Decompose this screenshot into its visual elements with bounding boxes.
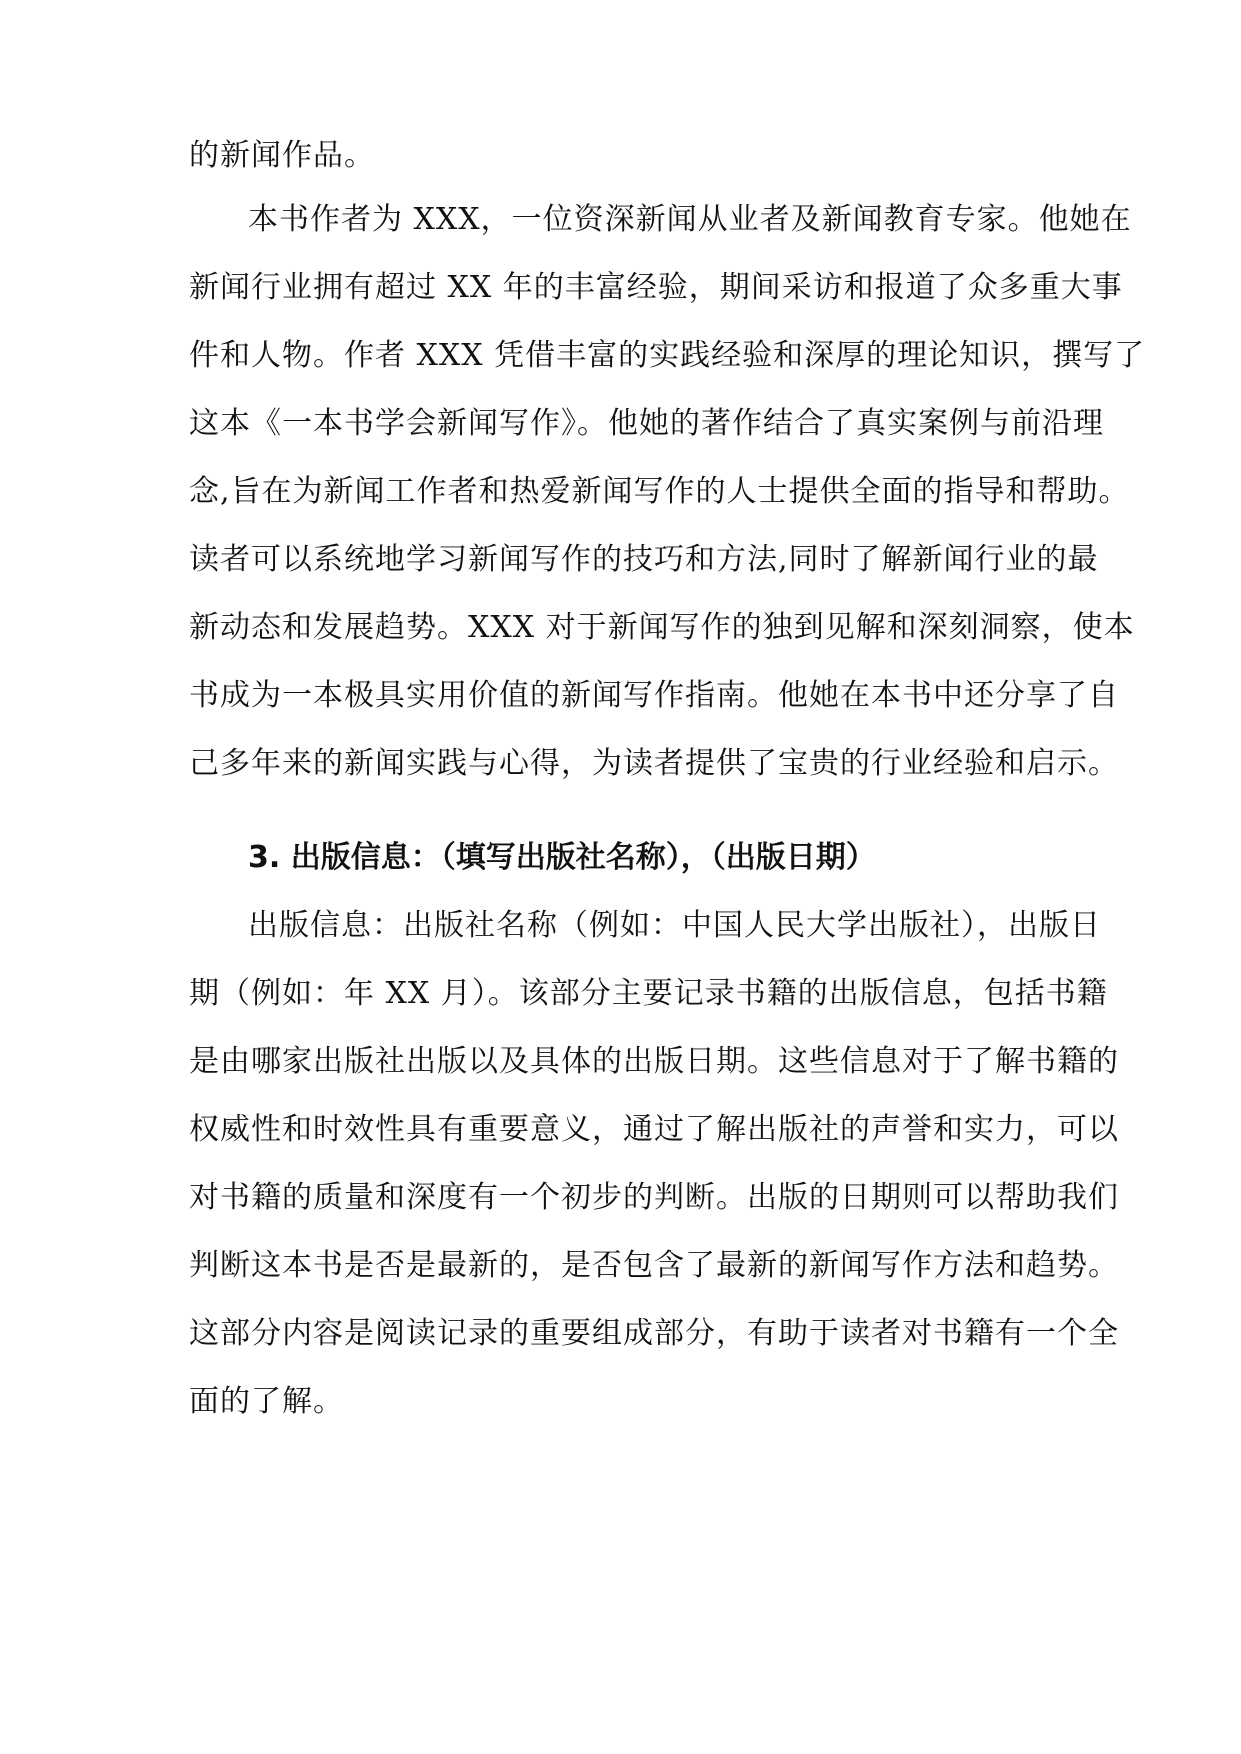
paragraph-line: 期（例如：年 XX 月）。该部分主要记录书籍的出版信息，包括书籍	[189, 976, 1108, 1011]
paragraph-line: 判断这本书是否是最新的，是否包含了最新的新闻写作方法和趋势。	[189, 1248, 1119, 1283]
section-heading: 3. 出版信息：（填写出版社名称），（出版日期）	[248, 840, 876, 875]
paragraph-line: 读者可以系统地学习新闻写作的技巧和方法,同时了解新闻行业的最	[189, 542, 1099, 577]
paragraph-line: 己多年来的新闻实践与心得，为读者提供了宝贵的行业经验和启示。	[189, 746, 1119, 781]
paragraph-line: 对书籍的质量和深度有一个初步的判断。出版的日期则可以帮助我们	[189, 1180, 1119, 1215]
paragraph-line: 权威性和时效性具有重要意义，通过了解出版社的声誉和实力，可以	[189, 1112, 1119, 1147]
paragraph-line: 本书作者为 XXX，一位资深新闻从业者及新闻教育专家。他她在	[248, 202, 1132, 237]
paragraph-line: 面的了解。	[189, 1384, 344, 1419]
paragraph-line: 出版信息：出版社名称（例如：中国人民大学出版社），出版日	[248, 908, 1101, 943]
paragraph-line: 新动态和发展趋势。XXX 对于新闻写作的独到见解和深刻洞察，使本	[189, 610, 1135, 645]
paragraph-line: 这部分内容是阅读记录的重要组成部分，有助于读者对书籍有一个全	[189, 1316, 1119, 1351]
paragraph-line: 的新闻作品。	[189, 138, 375, 173]
paragraph-line: 新闻行业拥有超过 XX 年的丰富经验，期间采访和报道了众多重大事	[189, 270, 1123, 305]
paragraph-line: 书成为一本极具实用价值的新闻写作指南。他她在本书中还分享了自	[189, 678, 1119, 713]
paragraph-line: 这本《一本书学会新闻写作》。他她的著作结合了真实案例与前沿理	[189, 406, 1104, 441]
paragraph-line: 是由哪家出版社出版以及具体的出版日期。这些信息对于了解书籍的	[189, 1044, 1119, 1079]
paragraph-line: 念,旨在为新闻工作者和热爱新闻写作的人士提供全面的指导和帮助。	[189, 474, 1130, 509]
paragraph-line: 件和人物。作者 XXX 凭借丰富的实践经验和深厚的理论知识，撰写了	[189, 338, 1146, 373]
